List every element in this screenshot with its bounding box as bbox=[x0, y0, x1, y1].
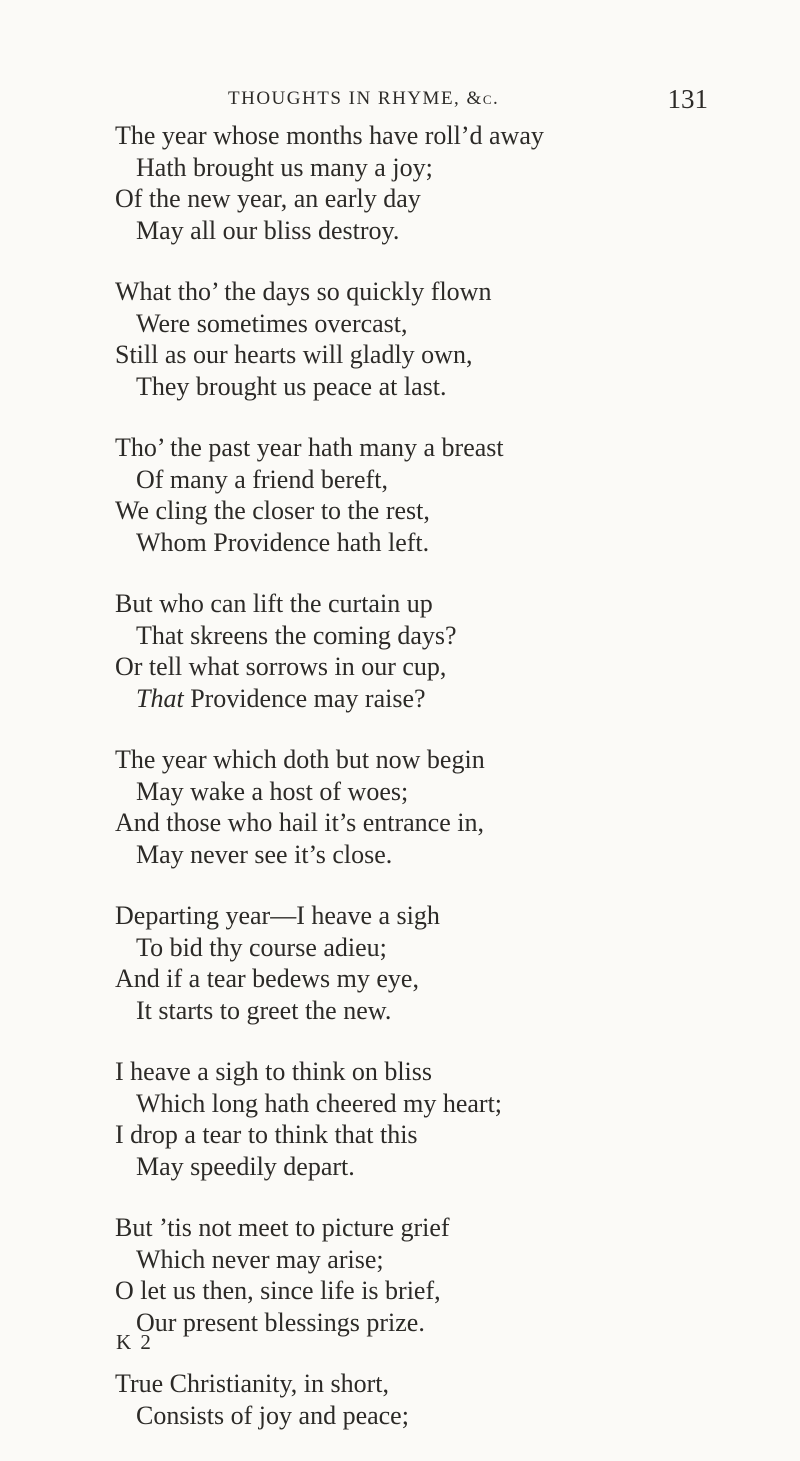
poem-line: But who can lift the curtain up bbox=[115, 589, 433, 618]
poem-line: Which never may arise; bbox=[136, 1244, 384, 1274]
poem-line: Consists of joy and peace; bbox=[136, 1400, 409, 1430]
poem-line: The year whose months have roll’d away bbox=[115, 121, 544, 150]
poem-line: Still as our hearts will gladly own, bbox=[115, 340, 473, 369]
poem-line: Whom Providence hath left. bbox=[136, 527, 430, 557]
poem-line: Our present blessings prize. bbox=[136, 1307, 425, 1337]
poem-line: Which long hath cheered my heart; bbox=[136, 1088, 503, 1118]
poem-line: And those who hail it’s entrance in, bbox=[115, 808, 484, 837]
poem-line: They brought us peace at last. bbox=[136, 371, 447, 401]
running-head bbox=[228, 84, 708, 118]
poem-line: O let us then, since life is brief, bbox=[115, 1276, 441, 1305]
stanza bbox=[0, 744, 800, 870]
stanza bbox=[0, 1368, 800, 1431]
stanza bbox=[0, 900, 800, 1026]
poem-line: May never see it’s close. bbox=[136, 839, 393, 869]
poem-line: I drop a tear to think that this bbox=[115, 1120, 418, 1149]
poem-line: To bid thy course adieu; bbox=[136, 932, 387, 962]
stanza bbox=[0, 588, 800, 714]
poem-line: May speedily depart. bbox=[136, 1151, 355, 1181]
stanza bbox=[0, 432, 800, 558]
stanza bbox=[0, 120, 800, 246]
signature-mark: K 2 bbox=[116, 1330, 153, 1354]
poem-line: And if a tear bedews my eye, bbox=[115, 964, 419, 993]
poem-line: What tho’ the days so quickly flown bbox=[115, 277, 492, 306]
poem-line: May wake a host of woes; bbox=[136, 776, 409, 806]
poem-line: Of the new year, an early day bbox=[115, 184, 421, 213]
poem-line: Of many a friend bereft, bbox=[136, 464, 388, 494]
poem-line: But ’tis not meet to picture grief bbox=[115, 1213, 450, 1242]
poem-line: That skreens the coming days? bbox=[136, 620, 457, 650]
poem-line: It starts to greet the new. bbox=[136, 995, 392, 1025]
poem-line: Departing year—I heave a sigh bbox=[115, 901, 440, 930]
stanza bbox=[0, 1056, 800, 1182]
poem-line: That Providence may raise? bbox=[136, 683, 426, 713]
italic-word: That bbox=[136, 683, 184, 713]
poem-line: I heave a sigh to think on bliss bbox=[115, 1057, 433, 1086]
poem-line: Tho’ the past year hath many a breast bbox=[115, 433, 504, 462]
poem-line: Or tell what sorrows in our cup, bbox=[115, 652, 447, 681]
running-title: THOUGHTS IN RHYME, &c. bbox=[228, 88, 500, 109]
stanza bbox=[0, 276, 800, 402]
poem-line: The year which doth but now begin bbox=[115, 745, 485, 774]
page-number: 131 bbox=[667, 84, 708, 114]
poem-line: True Christianity, in short, bbox=[115, 1369, 389, 1398]
poem-line: Hath brought us many a joy; bbox=[136, 152, 433, 182]
poem bbox=[0, 120, 800, 1461]
stanza bbox=[0, 1212, 800, 1338]
poem-line: Were sometimes overcast, bbox=[136, 308, 408, 338]
poem-line: We cling the closer to the rest, bbox=[115, 496, 430, 525]
poem-line: May all our bliss destroy. bbox=[136, 215, 400, 245]
